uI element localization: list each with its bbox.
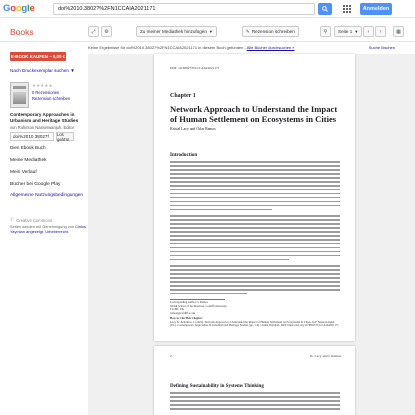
books-title[interactable]: Books: [10, 27, 34, 37]
publisher-link[interactable]: Cinius Yayınları angezeigt.: [10, 224, 86, 234]
search-button[interactable]: [318, 3, 332, 15]
footnote-correspondence: [170, 301, 340, 315]
page-number: 2: [170, 354, 172, 358]
chevron-right-icon: ›: [379, 28, 382, 35]
footnote-email: ramosj@cardiff.ac.uk: [170, 310, 196, 315]
book-viewer[interactable]: [88, 54, 415, 415]
footnote-place: Cardiff, UK: [170, 307, 184, 312]
logo-letter-o2: o: [15, 3, 22, 14]
chevron-down-icon: ▼: [354, 29, 359, 34]
body-text-block-4: [170, 392, 340, 412]
body-text-block-1: [170, 161, 340, 213]
copyright-notice: [10, 224, 88, 234]
menu-my-library[interactable]: Meine Mediathek: [10, 158, 47, 163]
page-select-label: Seite 1: [338, 29, 353, 34]
logo-letter-g: G: [3, 3, 11, 14]
body-text-block-2: [170, 215, 340, 263]
footnote-citation: [170, 317, 340, 328]
page-select[interactable]: [334, 26, 362, 37]
reviews-count-link[interactable]: 0 Rezensionen: [32, 90, 60, 95]
no-results-notice: [88, 45, 415, 54]
logo-letter-g2: g: [21, 3, 28, 14]
link-icon: ⚲: [323, 28, 328, 35]
notice-text: Keine Ergebnisse für doi%2010.38027%2FN1CCAIA2021171 in diesem Buch gefunden -: [88, 45, 246, 50]
book-title: Contemporary Approaches in Urbanism and Heritage Studies: [10, 112, 79, 123]
body-text-block-3: [170, 265, 340, 297]
settings-button[interactable]: [101, 26, 112, 37]
gear-icon: ⚙: [104, 28, 109, 35]
clear-search-link[interactable]: Suche löschen: [368, 45, 395, 50]
find-print-copy-link[interactable]: Nach Druckexemplar suchen ▼: [10, 68, 75, 73]
apps-grid-icon[interactable]: [343, 5, 351, 13]
page-doi: DOI: 10.38027/N1CCAIA2021171: [170, 66, 220, 70]
top-bar: [0, 0, 415, 18]
buy-ebook-button[interactable]: E-BOOK KAUFEN – 0,00 €: [10, 54, 66, 59]
chevron-down-icon: ▼: [208, 29, 213, 34]
book-cover[interactable]: [10, 82, 29, 108]
fullscreen-icon: ⤢: [91, 28, 96, 35]
write-review-label: Rezension schreiben: [251, 29, 295, 34]
creative-commons-logo: [10, 217, 52, 223]
view-toggle-button[interactable]: [393, 26, 404, 37]
add-to-library-label: Zu meiner Mediathek hinzufügen: [140, 29, 207, 34]
write-review-link[interactable]: Rezension schreiben: [32, 96, 71, 101]
book-page-1: [154, 54, 355, 341]
link-button[interactable]: [320, 26, 331, 37]
running-header: K. Lacy and I. Ramos: [310, 354, 341, 358]
introduction-heading: Introduction: [170, 153, 198, 158]
search-in-book-input[interactable]: [10, 132, 54, 141]
write-review-button[interactable]: [242, 26, 299, 37]
chapter-label: Chapter 1: [170, 93, 196, 99]
book-page-2: [154, 346, 355, 415]
logo-letter-o1: o: [10, 3, 16, 14]
fullscreen-button[interactable]: [88, 26, 99, 37]
signin-button[interactable]: Anmelden: [360, 3, 392, 15]
next-page-button[interactable]: [375, 26, 386, 37]
search-all-books-link[interactable]: Alle Bücher durchsuchen »: [246, 45, 295, 50]
footnote-corresponding-author: Corresponding Author: I. Ramos: [170, 300, 208, 304]
cc-icon: Ⓒ: [10, 217, 15, 222]
ebook-link[interactable]: Dien Ebook Buch: [10, 145, 46, 150]
pencil-icon: ✎: [246, 28, 250, 34]
cc-label: Creative Commons: [16, 217, 53, 223]
logo-letter-l: l: [27, 3, 30, 14]
search-in-book-button[interactable]: Los geht's!: [56, 132, 74, 141]
chevron-left-icon: ‹: [367, 28, 370, 35]
cc-text-1: Seiten werden mit Genehmigung von: [10, 224, 75, 229]
logo-letter-e: e: [29, 3, 35, 14]
sidebar: [0, 44, 88, 415]
search-input[interactable]: [53, 3, 315, 15]
chapter-authors: Kristal Lacy and Orlar Ramos: [170, 127, 216, 131]
books-toolbar: [0, 22, 415, 42]
footnote-cite-heading: How to Cite This Chapter:: [170, 316, 203, 320]
rating-stars: ★★★★★: [32, 83, 53, 88]
footnote-cite-text: Lacy, K. & Ramos, I. (2021). Network Approach to Understand the Impact of Human Settlement on Ecosystems in Cities. In F. Nasserwanjuh (Ed.), Contemporary Approaches in Urbanism and Heritage Studies (pp. 1-9). Cinius Yayınları. DOI: https://doi.org/10.38027/N1CCAIA2021171: [170, 319, 339, 328]
menu-my-history[interactable]: Mein Verlauf: [10, 170, 37, 175]
copyright-link[interactable]: Urheberrecht.: [45, 229, 69, 234]
menu-terms-link[interactable]: Allgemeine Nutzungsbedingungen: [10, 193, 84, 198]
view-grid-icon: ▦: [396, 28, 401, 35]
menu-google-play-books[interactable]: Bücher bei Google Play: [10, 182, 61, 187]
footnote-affiliation: Welsh School of Architecture, Cardiff University,: [170, 303, 228, 308]
section-heading: Defining Sustainability in Systems Thinking: [170, 384, 264, 389]
google-logo[interactable]: [3, 3, 35, 14]
prev-page-button[interactable]: [363, 26, 374, 37]
add-to-library-button[interactable]: [136, 26, 217, 37]
chapter-title: Network Approach to Understand the Impact of Human Settlement on Ecosystems in Cities: [170, 104, 338, 124]
book-editor: von Rohinton Nasserwanjuh. Editor: [10, 125, 75, 130]
search-icon: [322, 6, 328, 12]
